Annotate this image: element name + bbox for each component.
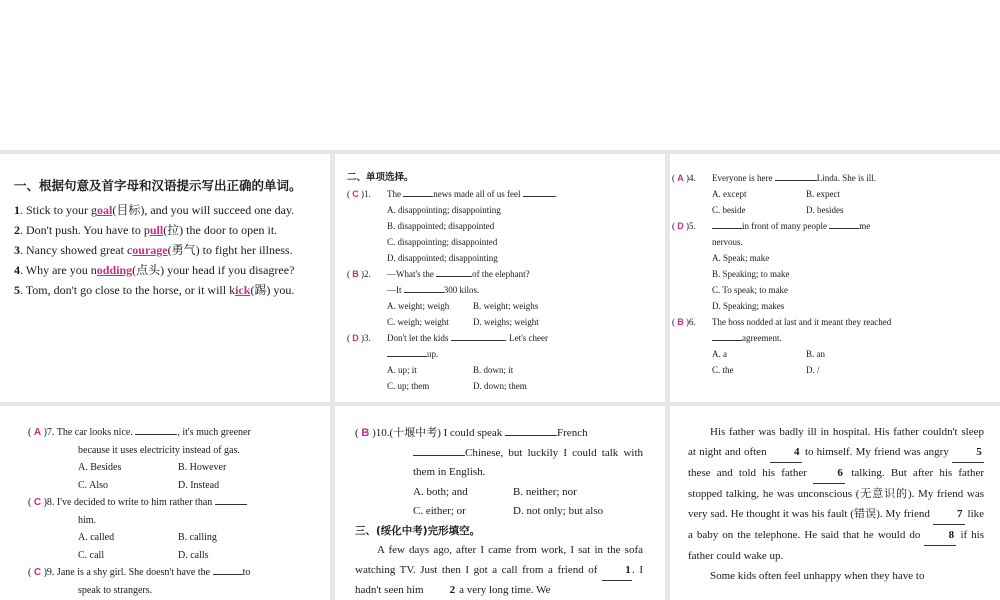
question-10-line-2: Chinese, but luckily I could talk with them in English. bbox=[413, 446, 643, 478]
question-4: ( A )4. Everyone is here Linda. She is ill. bbox=[672, 170, 992, 186]
cloze-blank: 8 bbox=[924, 525, 956, 546]
answer-letter: D bbox=[677, 221, 684, 231]
question-5-line-2: nervous. bbox=[712, 237, 743, 247]
option-row: A. except B. expect bbox=[712, 189, 840, 199]
cloze-blank: 6 bbox=[813, 463, 845, 484]
cloze-blank: 2 bbox=[426, 581, 456, 600]
question-2-line-2: —It 300 kilos. bbox=[387, 282, 655, 298]
question-8-line-2: him. bbox=[78, 514, 97, 526]
blank-header-area bbox=[0, 0, 1000, 150]
answer-word: odding bbox=[96, 263, 133, 277]
question-1: ( C )1. The news made all of us feel . bbox=[347, 186, 655, 202]
answer-letter: B bbox=[352, 269, 359, 279]
question-4: 4. Why are you nodding(点头) your head if you disagree? bbox=[14, 263, 295, 277]
question-9: ( C )9. Jane is a shy girl. She doesn't have the to bbox=[28, 564, 320, 582]
option: B. Speaking; to make bbox=[712, 269, 790, 279]
answer-letter: D bbox=[352, 333, 359, 343]
option-row: A. both; and B. neither; nor bbox=[413, 485, 577, 498]
question-7: ( A )7. The car looks nice. , it's much greener bbox=[28, 424, 320, 442]
panel-mcq-2 bbox=[670, 154, 1000, 402]
question-8: ( C )8. I've decided to write to him rather than bbox=[28, 494, 320, 512]
cloze-paragraph: His father was badly ill in hospital. His father couldn't sleep at night and often 4 to himself. My friend was angry 5 these and told his father 6 talking. But after his father stopped talking, he was unconscious (无意识的). My friend was very sad. He thought it was his fault (错误). My friend 7 like a baby on the telephone. He said that he would do 8 if his father could wake up. bbox=[688, 426, 985, 562]
answer-letter: A bbox=[33, 427, 42, 438]
option: D. disappointed; disappointing bbox=[387, 253, 498, 263]
cloze-blank: 5 bbox=[952, 442, 984, 463]
question-9-line-2: speak to strangers. bbox=[78, 584, 153, 596]
option-row: C. the D. / bbox=[712, 365, 820, 375]
cloze-blank: 7 bbox=[933, 504, 965, 525]
option-row: A. up; it B. down; it bbox=[387, 365, 514, 375]
option: C. To speak; to make bbox=[712, 285, 788, 295]
question-2: 2. Don't push. You have to pull(拉) the door to open it. bbox=[14, 223, 278, 237]
option-row: C. beside D. besides bbox=[712, 205, 844, 215]
answer-letter: B bbox=[677, 317, 684, 327]
option-row: A. a B. an bbox=[712, 349, 825, 359]
option: D. Speaking; makes bbox=[712, 301, 785, 311]
option-row: C. up; them D. down; them bbox=[387, 381, 527, 391]
question-5: 5. Tom, don't go close to the horse, or it will kick(踢) you. bbox=[14, 283, 295, 297]
option: B. disappointed; disappointed bbox=[387, 221, 495, 231]
section-title: 一、根据句意及首字母和汉语提示写出正确的单词。 bbox=[14, 178, 302, 193]
option-row: A. called B. calling bbox=[78, 532, 217, 543]
question-6-line-2: agreement. bbox=[712, 330, 992, 346]
option: C. disappointing; disappointed bbox=[387, 237, 498, 247]
cloze-blank: 4 bbox=[770, 442, 802, 463]
option-row: C. either; or D. not only; but also bbox=[413, 505, 604, 517]
question-10: ( B )10.(十堰中考) I could speak French bbox=[355, 427, 588, 439]
question-5: ( D )5. in front of many people me bbox=[672, 218, 992, 234]
panel-cloze-text bbox=[670, 406, 1000, 600]
option-row: C. Also D. Instead bbox=[78, 479, 220, 491]
section-title: 三、(绥化中考)完形填空。 bbox=[355, 524, 481, 537]
answer-word: oal bbox=[97, 203, 113, 217]
option-row: A. Besides B. However bbox=[78, 462, 227, 473]
option: A. Speak; make bbox=[712, 253, 770, 263]
panel-mcq-cloze bbox=[335, 406, 665, 600]
question-6: ( B )6. The boss nodded at last and it meant they reached bbox=[672, 317, 892, 327]
answer-letter: A bbox=[677, 173, 684, 183]
cloze-paragraph: A few days ago, after I came from work, I sat in the sofa watching TV. Just then I got a call from a friend of 1. I hadn't seen him 2 a very long time. We bbox=[355, 541, 643, 600]
option-row: A. weight; weigh B. weight; weighs bbox=[387, 301, 539, 311]
cloze-blank: 1 bbox=[602, 561, 632, 582]
panel-word-fill bbox=[0, 154, 330, 402]
question-7-line-2: because it uses electricity instead of gas. bbox=[78, 444, 240, 456]
question-3: ( D )3. Don't let the kids . Let's cheer bbox=[347, 330, 655, 346]
answer-word: ick bbox=[235, 283, 251, 297]
option: A. disappointing; disappointing bbox=[387, 205, 501, 215]
question-1: 1. Stick to your goal(目标), and you will succeed one day. bbox=[14, 203, 295, 217]
question-3: 3. Nancy showed great courage(勇气) to fight her illness. bbox=[14, 243, 293, 257]
answer-word: ourage bbox=[132, 243, 168, 257]
section-title: 二、单项选择。 bbox=[347, 172, 414, 183]
cloze-paragraph-2: Some kids often feel unhappy when they have to bbox=[710, 570, 925, 582]
question-2: ( B )2. —What's the of the elephant? bbox=[347, 266, 655, 282]
answer-letter: B bbox=[361, 427, 370, 439]
option-row: C. call D. calls bbox=[78, 549, 209, 561]
panel-mcq-1 bbox=[335, 154, 665, 402]
answer-word: ull bbox=[149, 223, 164, 237]
answer-letter: C bbox=[33, 497, 42, 508]
answer-letter: C bbox=[352, 189, 359, 199]
question-3-line-2: up. bbox=[387, 346, 655, 362]
option-row: C. weigh; weight D. weighs; weight bbox=[387, 317, 539, 327]
panel-mcq-3 bbox=[0, 406, 330, 600]
answer-letter: C bbox=[33, 567, 42, 578]
